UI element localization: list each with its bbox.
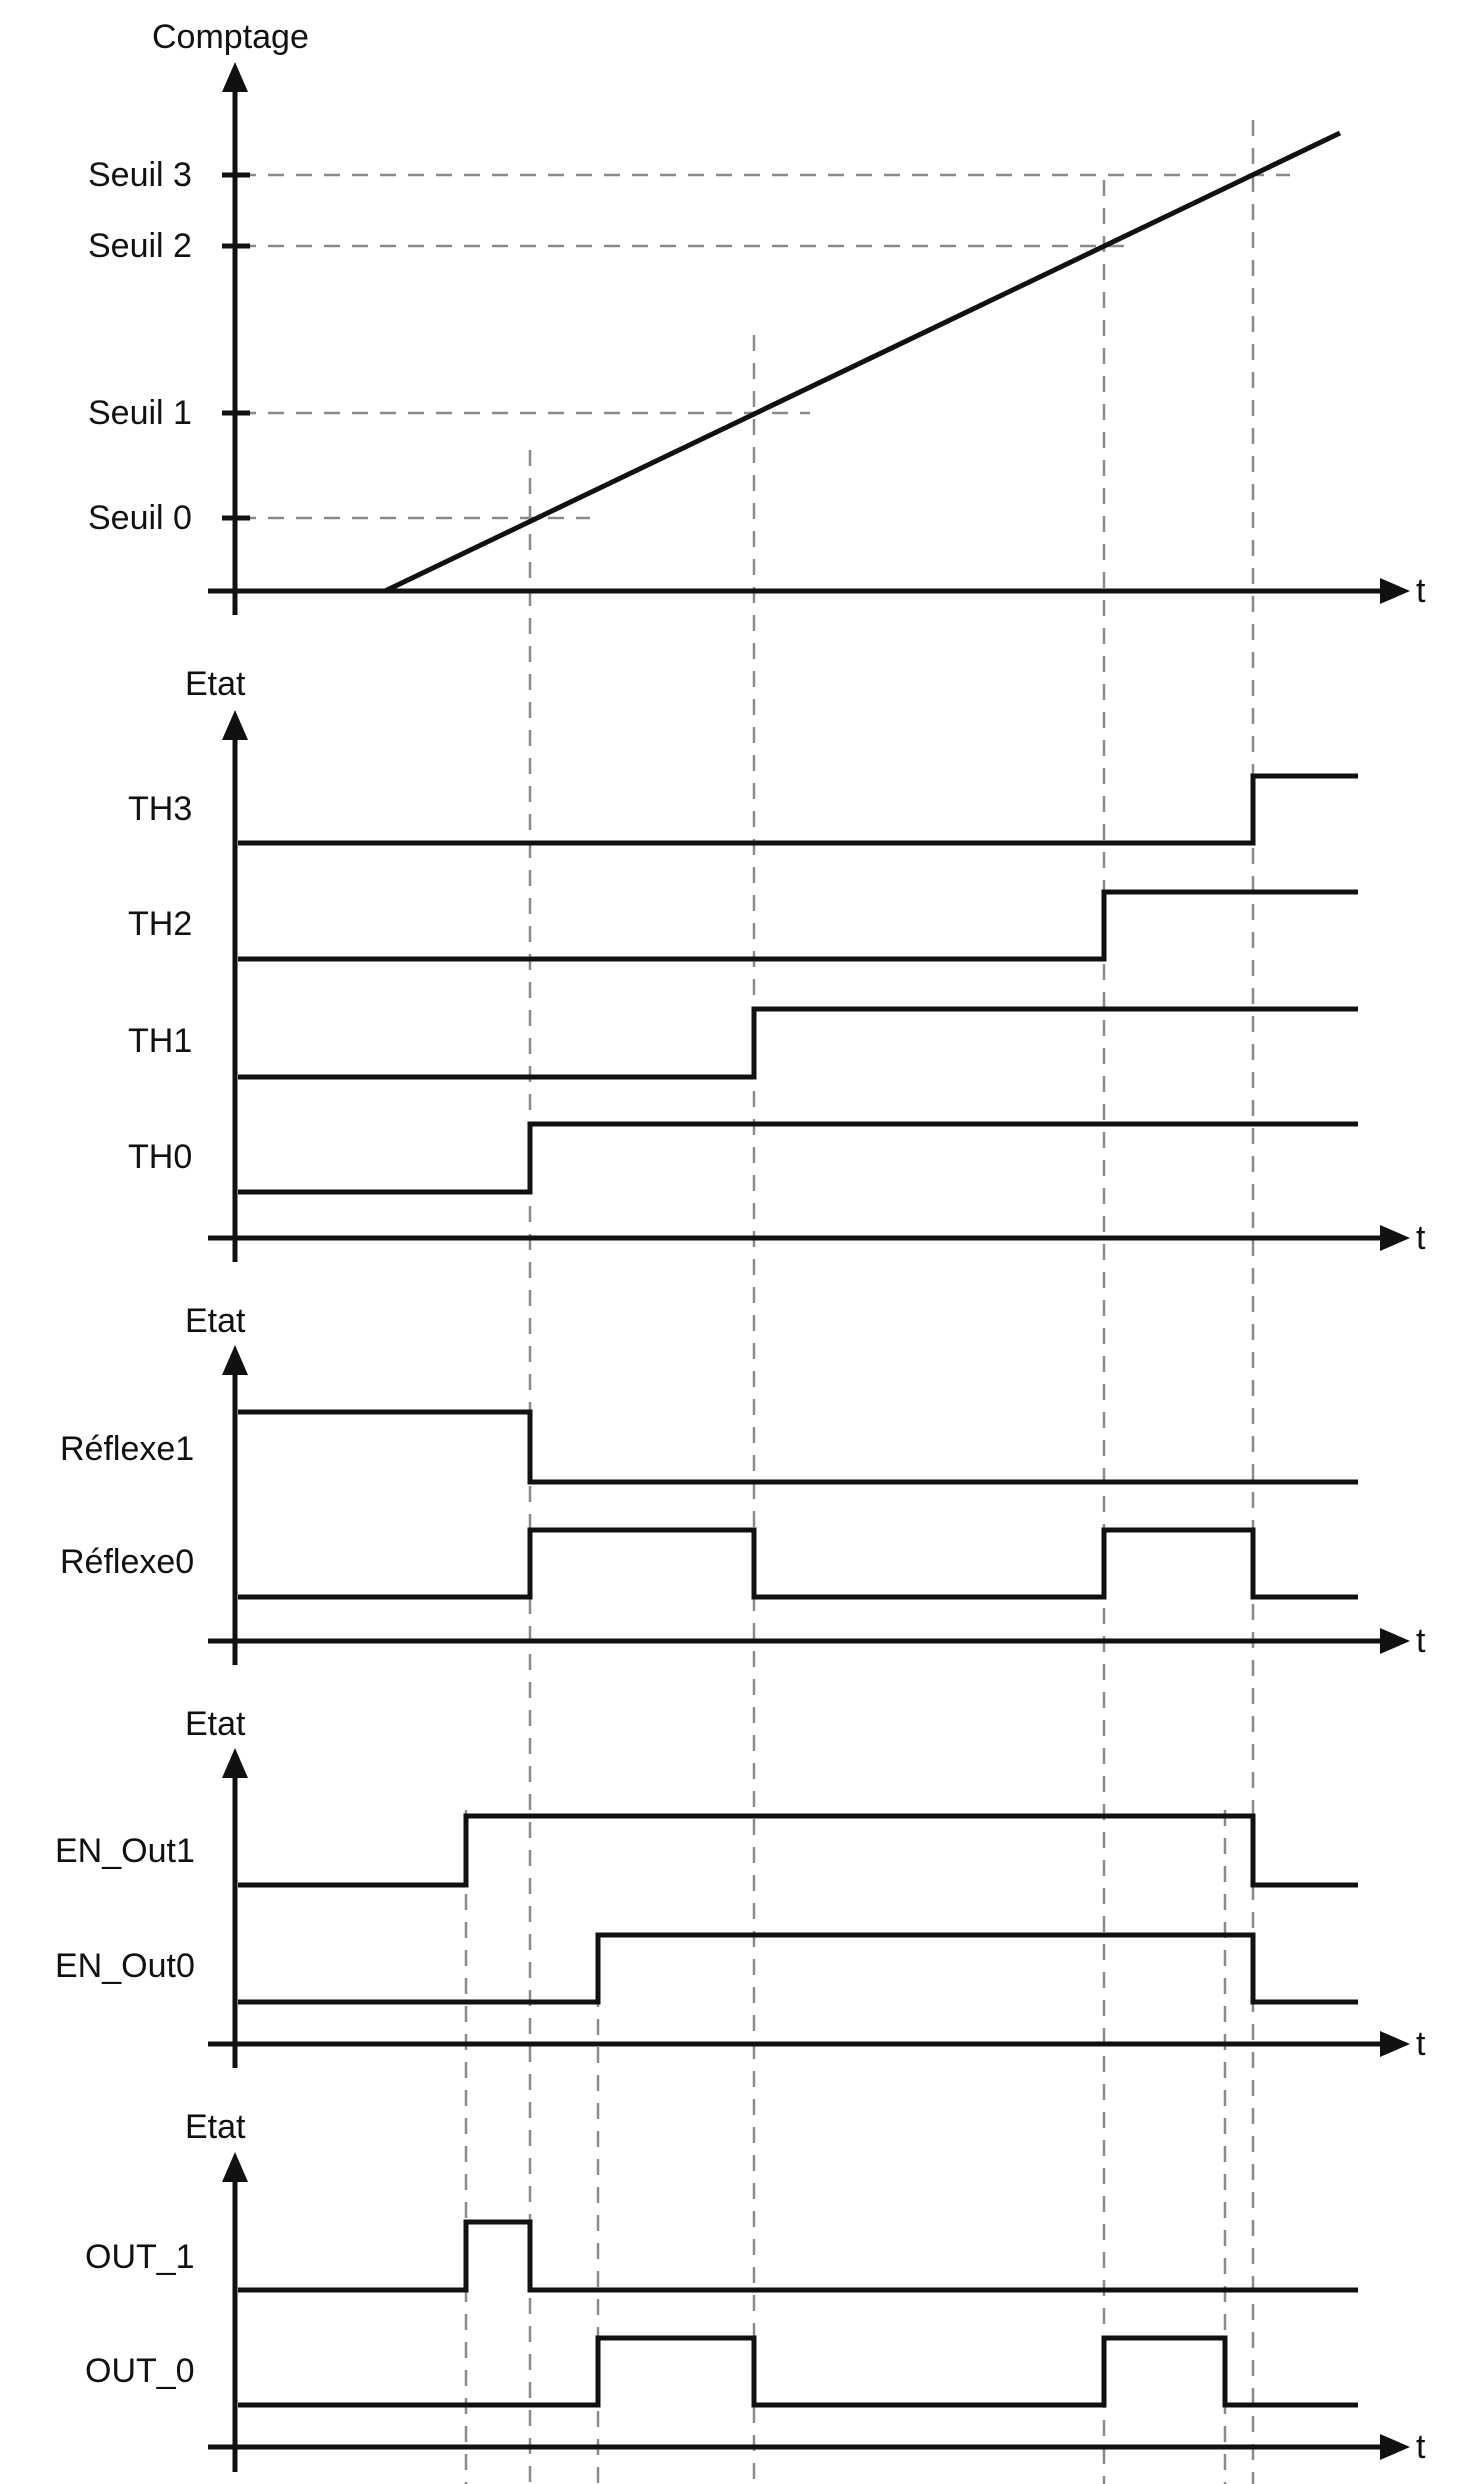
th1-signal (238, 1009, 1358, 1077)
panel-reflex (60, 1302, 1426, 1665)
reflexe1-signal (238, 1412, 1358, 1482)
outputs-x-arrow (1380, 2434, 1410, 2460)
th0-label: TH0 (128, 1138, 193, 1176)
out-0-label: OUT_0 (85, 2352, 195, 2390)
enable-x-arrow (1380, 2031, 1410, 2057)
counting-x-label: t (1416, 572, 1426, 610)
en-out0-label: EN_Out0 (55, 1947, 195, 1985)
threshold-guides (240, 175, 1290, 518)
reflexe0-signal (238, 1530, 1358, 1597)
seuil-3-label: Seuil 3 (88, 156, 192, 194)
time-guides (466, 120, 1253, 2484)
out-0-signal (238, 2338, 1358, 2405)
enable-y-label: Etat (185, 1705, 246, 1743)
panel-enable (55, 1705, 1426, 2068)
th-x-arrow (1380, 1225, 1410, 1251)
outputs-y-label: Etat (185, 2108, 246, 2146)
counting-y-label: Comptage (152, 18, 309, 56)
seuil-2-label: Seuil 2 (88, 227, 192, 265)
th-x-label: t (1416, 1219, 1426, 1257)
reflex-x-arrow (1380, 1628, 1410, 1654)
en-out1-signal (238, 1816, 1358, 1885)
panel-thresholds (128, 665, 1426, 1262)
seuil-1-label: Seuil 1 (88, 394, 192, 432)
counting-y-arrow (222, 62, 248, 92)
en-out0-signal (238, 1935, 1358, 2002)
reflexe0-label: Réflexe0 (60, 1543, 195, 1581)
reflex-y-label: Etat (185, 1302, 246, 1340)
th-y-arrow (222, 710, 248, 740)
th2-label: TH2 (128, 905, 193, 943)
out-1-signal (238, 2222, 1358, 2290)
th3-signal (238, 776, 1358, 843)
panel-counting (88, 18, 1426, 615)
outputs-x-label: t (1416, 2428, 1426, 2466)
th0-signal (238, 1124, 1358, 1192)
th2-signal (238, 892, 1358, 959)
th1-label: TH1 (128, 1022, 193, 1060)
th3-label: TH3 (128, 790, 193, 828)
reflex-y-arrow (222, 1345, 248, 1375)
counting-ramp (385, 133, 1340, 591)
panel-outputs (85, 2108, 1426, 2472)
reflex-x-label: t (1416, 1622, 1426, 1660)
outputs-y-arrow (222, 2152, 248, 2182)
counting-x-arrow (1380, 578, 1410, 604)
out-1-label: OUT_1 (85, 2238, 195, 2276)
reflexe1-label: Réflexe1 (60, 1430, 195, 1468)
enable-y-arrow (222, 1748, 248, 1778)
en-out1-label: EN_Out1 (55, 1832, 195, 1870)
seuil-0-label: Seuil 0 (88, 499, 192, 537)
th-y-label: Etat (185, 665, 246, 703)
enable-x-label: t (1416, 2025, 1426, 2063)
